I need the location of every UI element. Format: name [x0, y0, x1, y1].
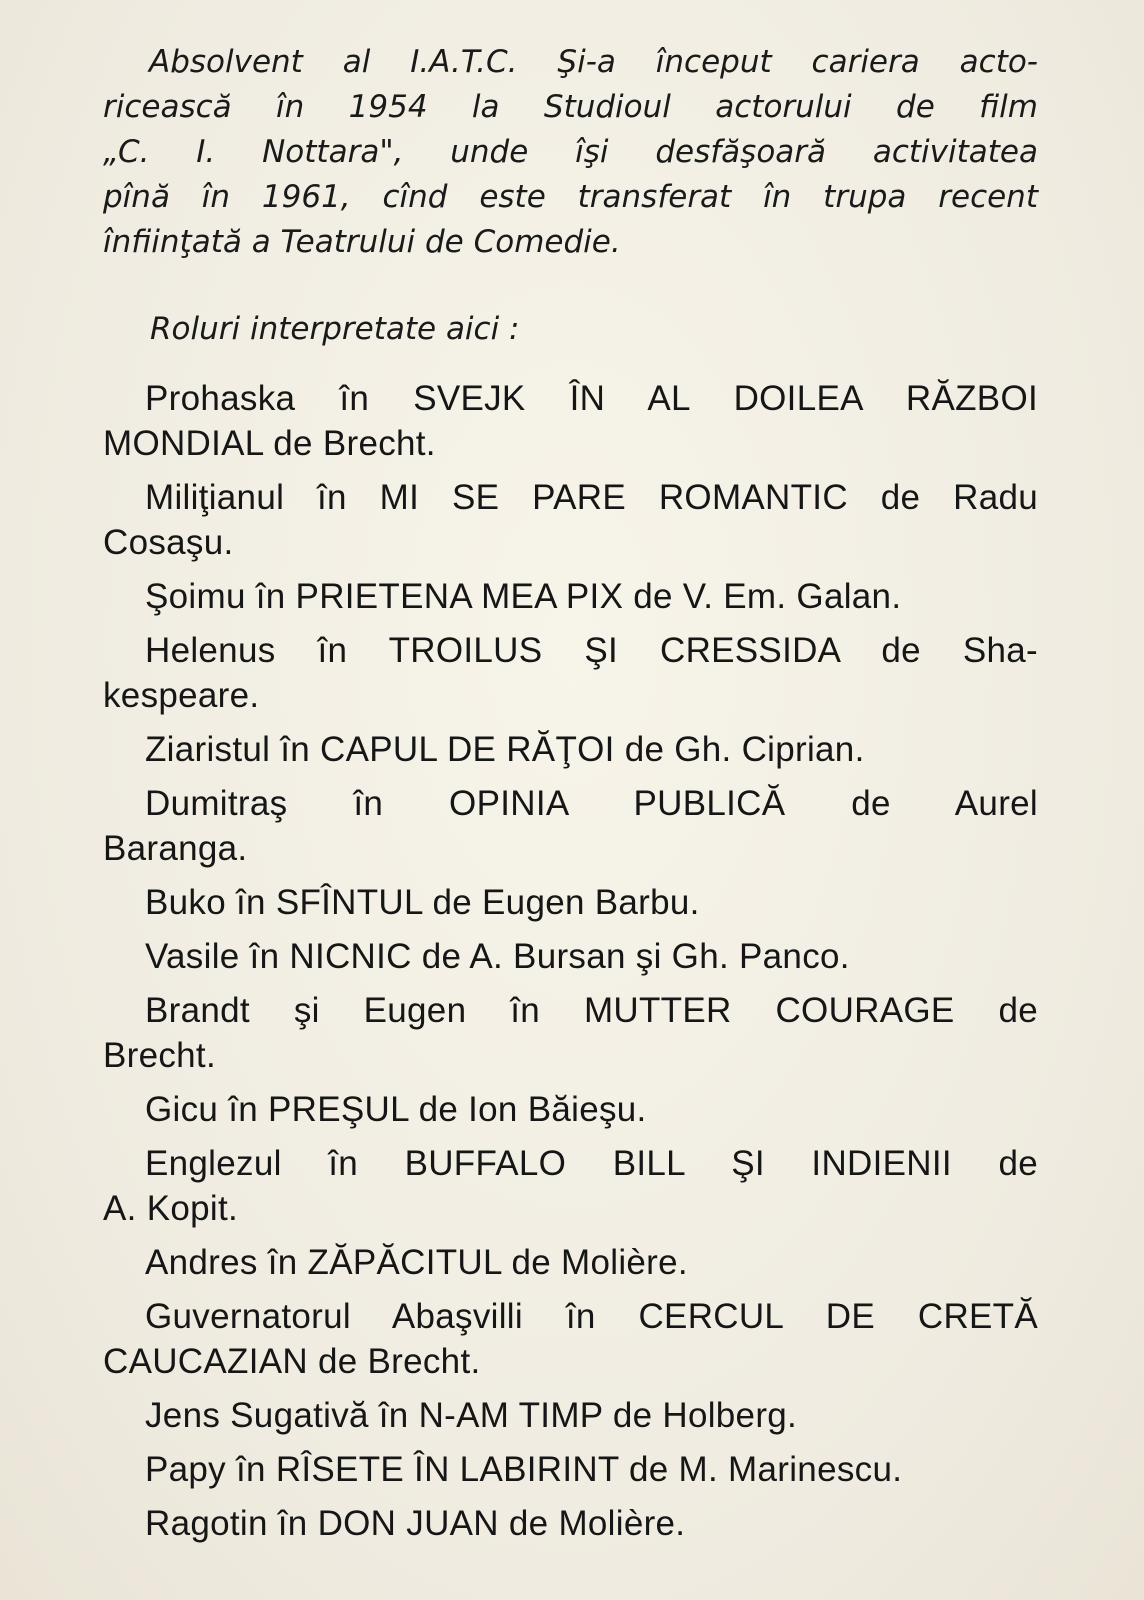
role-line: Dumitraş în OPINIA PUBLICĂ de Aurel	[145, 784, 1038, 823]
biography-line: pînă în 1961, cînd este transferat în trupa recent	[103, 179, 1038, 215]
biography-line: „C. I. Nottara", unde îşi desfăşoară activitatea	[103, 134, 1038, 170]
role-line: Miliţianul în MI SE PARE ROMANTIC de Radu	[145, 478, 1038, 517]
roles-heading: Roluri interpretate aici :	[150, 311, 520, 347]
role-entry	[103, 1240, 1038, 1285]
biography-paragraph	[103, 40, 1038, 265]
role-line: Ragotin în DON JUAN de Molière.	[145, 1504, 686, 1543]
role-entry	[103, 475, 1038, 565]
role-line: Andres în ZĂPĂCITUL de Molière.	[145, 1243, 688, 1282]
role-entry	[103, 880, 1038, 925]
role-entry	[103, 574, 1038, 619]
biography-line: înfiinţată a Teatrului de Comedie.	[103, 224, 621, 260]
biography-line: ricească în 1954 la Studioul actorului de film	[103, 89, 1038, 125]
role-line: Jens Sugativă în N-AM TIMP de Holberg.	[145, 1396, 798, 1435]
role-line: Şoimu în PRIETENA MEA PIX de V. Em. Galan.	[145, 577, 902, 616]
role-line: kespeare.	[103, 676, 260, 715]
biography-line: Absolvent al I.A.T.C. Şi-a început cariera acto-	[149, 44, 1038, 80]
roles-list	[103, 376, 1038, 1555]
role-line: Helenus în TROILUS ŞI CRESSIDA de Sha-	[145, 631, 1038, 670]
role-line: Ziaristul în CAPUL DE RĂŢOI de Gh. Ciprian.	[145, 730, 865, 769]
role-line: Papy în RÎSETE ÎN LABIRINT de M. Marinescu.	[145, 1450, 903, 1489]
role-line: Buko în SFÎNTUL de Eugen Barbu.	[145, 883, 700, 922]
role-line: CAUCAZIAN de Brecht.	[103, 1342, 481, 1381]
role-line: Baranga.	[103, 829, 248, 868]
role-entry	[103, 727, 1038, 772]
role-line: Vasile în NICNIC de A. Bursan şi Gh. Panco.	[145, 937, 850, 976]
role-line: Brandt şi Eugen în MUTTER COURAGE de	[145, 991, 1038, 1030]
role-entry	[103, 1087, 1038, 1132]
role-line: Brecht.	[103, 1036, 216, 1075]
role-line: Gicu în PREŞUL de Ion Băieşu.	[145, 1090, 647, 1129]
role-line: Prohaska în SVEJK ÎN AL DOILEA RĂZBOI	[145, 379, 1038, 418]
role-entry	[103, 1393, 1038, 1438]
role-line: Englezul în BUFFALO BILL ŞI INDIENII de	[145, 1144, 1038, 1183]
role-entry	[103, 376, 1038, 466]
role-entry	[103, 781, 1038, 871]
role-entry	[103, 1501, 1038, 1546]
role-entry	[103, 1447, 1038, 1492]
role-line: MONDIAL de Brecht.	[103, 424, 436, 463]
role-entry	[103, 988, 1038, 1078]
role-entry	[103, 1141, 1038, 1231]
role-entry	[103, 1294, 1038, 1384]
role-entry	[103, 934, 1038, 979]
role-line: A. Kopit.	[103, 1189, 238, 1228]
role-entry	[103, 628, 1038, 718]
role-line: Cosaşu.	[103, 523, 234, 562]
role-line: Guvernatorul Abaşvilli în CERCUL DE CRETĂ	[145, 1297, 1038, 1336]
